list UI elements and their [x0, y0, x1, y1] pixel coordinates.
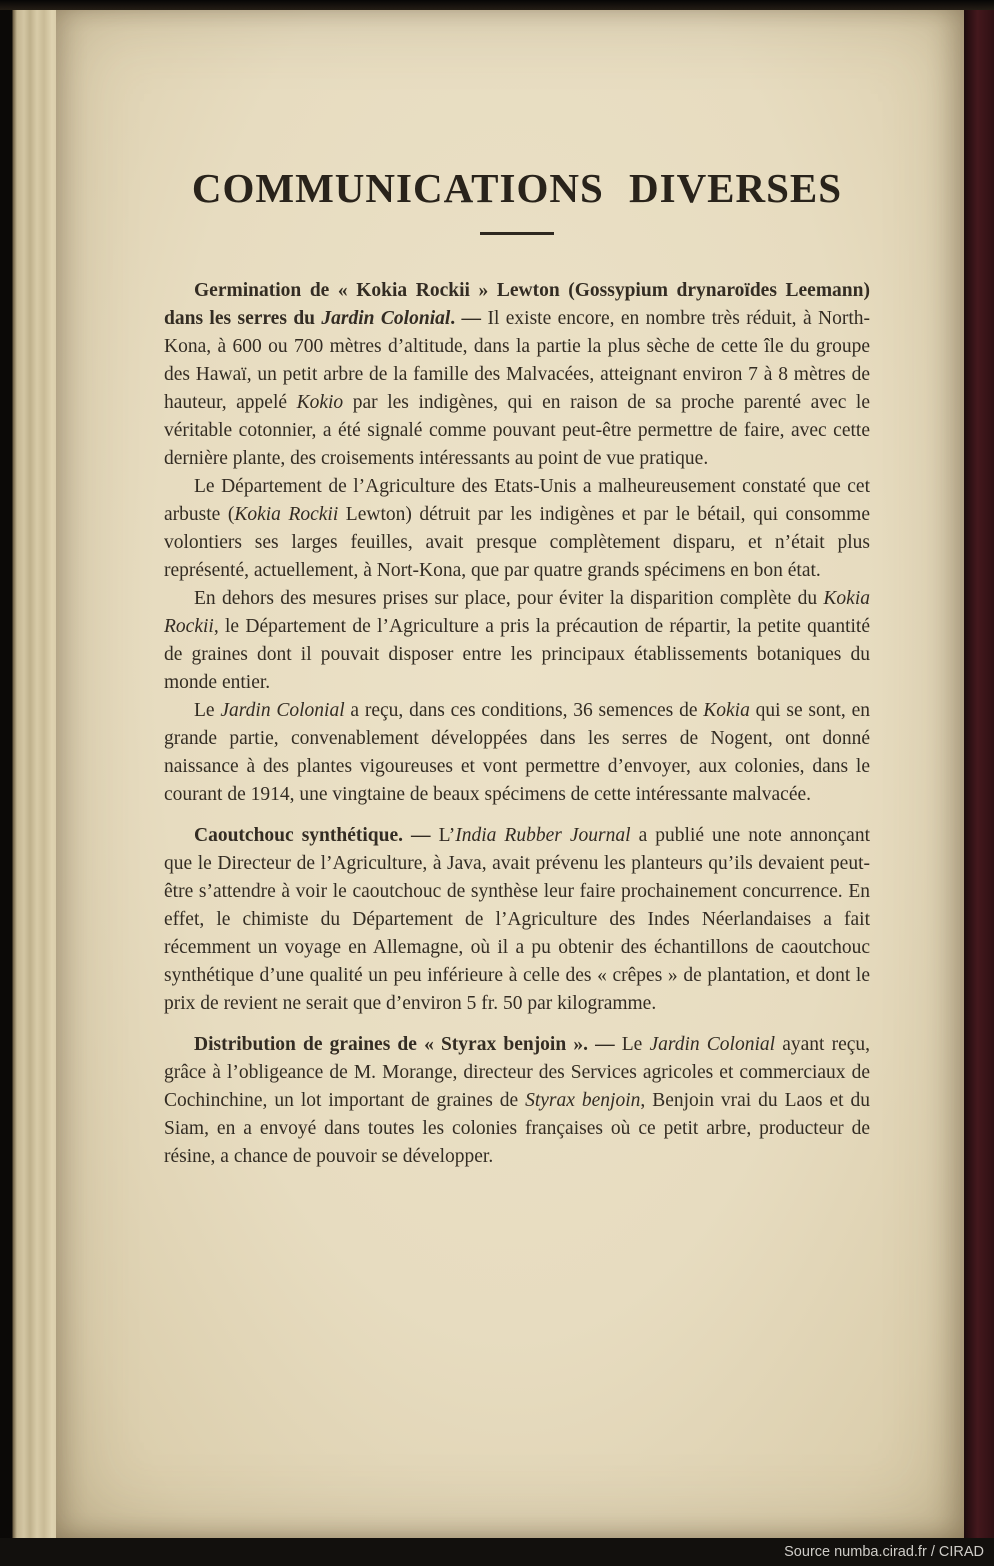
text-run: Kokia Rockii	[234, 504, 339, 525]
scan-top-edge	[0, 0, 994, 10]
text-run: Le	[621, 1034, 650, 1055]
paragraph	[164, 585, 870, 697]
text-run: Kokio	[296, 392, 344, 413]
text-run: India Rubber Journal	[455, 825, 631, 846]
text-run: par les indigènes, qui en raison de sa proche parenté avec le véritable cotonnier, a été signalé comme pouvant peut-être permettre de faire, avec cette dernière plante, des croisements intéressants au point de vue pratique.	[164, 392, 871, 469]
text-run: a reçu, dans ces conditions, 36 semences de	[344, 700, 704, 721]
text-run: Kokia Rockii	[164, 588, 870, 637]
text-run: , le Département de l’Agriculture a pris la précaution de répartir, la petite quantité de graines dont il pouvait disposer entre les principaux établissements botaniques du monde entier.	[164, 616, 870, 693]
text-run: ayant reçu, grâce à l’obligeance de M. Morange, directeur des Services agricoles et commerciaux de Cochinchine, un lot important de graines de	[164, 1034, 870, 1111]
text-run: a publié une note annonçant que le Directeur de l’Agriculture, à Java, avait prévenu les planteurs qu’ils devaient peut-être s’attendre à voir le caoutchouc de synthèse leur faire prochainement concurrence. En effet, le chimiste du Département de l’Agriculture des Indes Néerlandaises a fait récemment un voyage en Allemagne, où il a pu obtenir des échantillons de caoutchouc synthétique d’une qualité un peu inférieure à celle des « crêpes » de plantation, et dont le prix de revient ne serait que d’environ 5 fr. 50 par kilogramme.	[164, 825, 870, 1014]
book-cover-edge	[964, 0, 994, 1566]
text-run: Lewton) détruit par les indigènes et par le bétail, qui consomme volontiers ses larges feuilles, avait presque complètement disparu, et n’était plus représenté, actuellement, à Nort-Kona, que par quatre grands spécimens en bon état.	[164, 504, 870, 581]
text-run: Le Département de l’Agriculture des Etats-Unis a malheureusement constaté que cet arbuste (	[164, 476, 870, 525]
title-divider	[480, 232, 554, 235]
text-run: qui se sont, en grande partie, convenablement développées dans les serres de Nogent, ont donné naissance à des plantes vigoureuses et vont permettre d’envoyer, aux colonies, dans le courant de 1914, une vingtaine de beaux spécimens de cette intéressante malvacée.	[164, 700, 870, 805]
page-title: COMMUNICATIONS DIVERSES	[191, 165, 843, 211]
page-content	[56, 6, 966, 1171]
text-run: Jardin Colonial	[321, 308, 451, 329]
text-run: L’	[438, 825, 456, 846]
paragraph	[164, 822, 870, 1018]
text-run: Kokia	[703, 700, 750, 721]
text-run: En dehors des mesures prises sur place, pour éviter la disparition complète du	[194, 588, 824, 609]
text-run: Jardin Colonial	[649, 1034, 776, 1055]
paragraph	[164, 697, 870, 809]
text-run: Styrax benjoin	[525, 1090, 641, 1111]
paragraph	[164, 1031, 870, 1171]
paragraph	[164, 277, 870, 473]
paragraph	[164, 473, 870, 585]
book-page-stack-edge	[0, 0, 60, 1566]
text-run: Le	[194, 700, 221, 721]
page	[56, 6, 966, 1538]
text-run: Jardin Colonial	[220, 700, 345, 721]
source-bar	[0, 1538, 994, 1566]
text-run: . —	[450, 308, 488, 329]
text-run: , Benjoin vrai du Laos et du Siam, en a envoyé dans toutes les colonies françaises où ce petit arbre, producteur de résine, a chance de pouvoir se développer.	[164, 1090, 870, 1167]
page-paragraphs	[164, 277, 870, 1171]
text-run: Distribution de graines de « Styrax benjoin ». —	[194, 1034, 622, 1055]
text-run: Caoutchouc synthétique. —	[194, 825, 439, 846]
text-run: Germination de « Kokia Rockii » Lewton (Gossypium drynaroïdes Leemann) dans les serres du	[164, 280, 870, 329]
text-run: Il existe encore, en nombre très réduit, à North-Kona, à 600 ou 700 mètres d’altitude, dans la partie la plus sèche de cette île du groupe des Hawaï, un petit arbre de la famille des Malvacées, atteignant environ 7 à 8 mètres de hauteur, appelé	[164, 308, 870, 413]
source-credit: Source numba.cirad.fr / CIRAD	[784, 1544, 984, 1560]
